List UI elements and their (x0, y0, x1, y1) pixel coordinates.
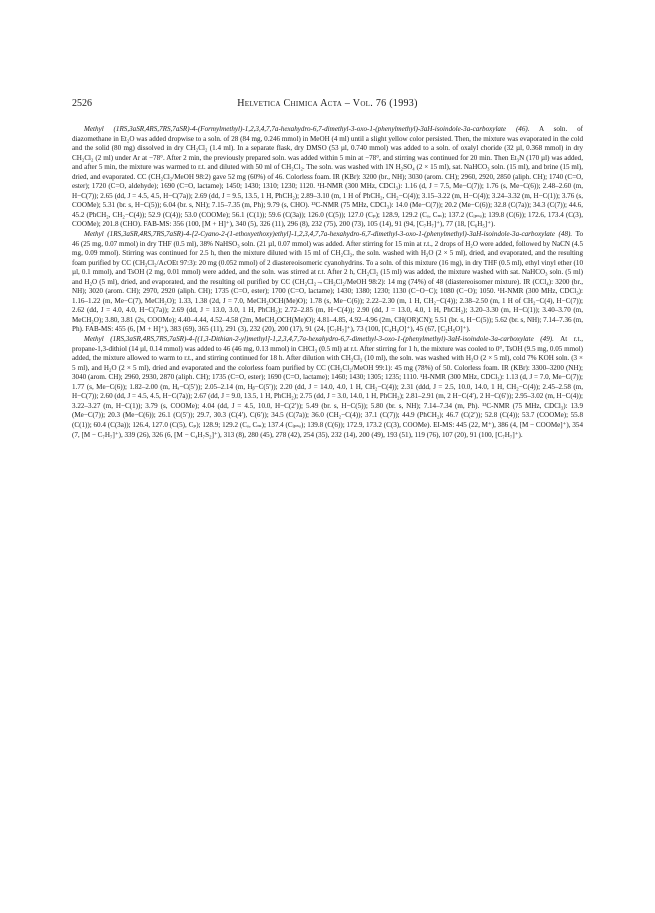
paragraph-compound-48 (72, 230, 583, 335)
procedure-text: At r.t., propane-1,3-dithiol (14 µl, 0.14 mmol) was added to 46 (46 mg, 0.13 mmol) in CHCl₃ (0.5 ml) at r.t. After stirring for 1 h, the mixture was cooled to 0°, TsOH (9.5 mg, 0.05 mmol) added, the mixture allowed to warm to r.t., and stirring continued for 18 h. After dilution with CH₂Cl₂ (10 ml), the soln. was washed with H₂O (2 × 5 ml), cold 7% KOH soln. (3 × 5 ml), and H₂O (2 × 5 ml), dried and evaporated and the colorless foam purified by CC (CH₂Cl₂/MeOH 99:1): 45 mg (78%) of 50. Colorless foam. IR (KBr): 3300–3200 (NH); 3040 (arom. CH); 2960, 2930, 2870 (aliph. CH); 1735 (C=O, ester); 1690 (C=O, lactame); 1460; 1430; 1305; 1235; 1110. ¹H-NMR (300 MHz, CDCl₃): 1.13 (d, J = 7.0, Me−C(7)); 1.77 (s, Me−C(6)); 1.82–2.00 (m, Hₐ−C(5′)); 2.05–2.14 (m, Hᵦ−C(5′)); 2.20 (dd, J = 14.0, 4.0, 1 H, CH₂−C(4)); 2.31 (ddd, J = 2.5, 10.0, 14.0, 1 H, CH₂−C(4)); 2.45–2.58 (m, H−C(7)); 2.60 (dd, J = 4.5, 4.5, H−C(7a)); 2.67 (dd, J = 9.0, 13.5, 1 H, PhCH₂); 2.75 (dd, J = 3.0, 14.0, 1 H, PhCH₂); 2.81–2.91 (m, 2 H−C(4′), 2 H−C(6′)); 2.95–3.02 (m, H−C(4)); 3.22–3.27 (m, H−C(1)); 3.79 (s, COOMe); 4.04 (dd, J = 4.5, 10.0, H−C(2′)); 5.49 (br. s, H−C(5)); 5.80 (br. s, NH); 7.14–7.34 (m, Ph). ¹³C-NMR (75 MHz, CDCl₃): 13.9 (Me−C(7)); 20.3 (Me−C(6)); 26.1 (C(5′)); 29.7, 30.3 (C(4′), C(6′)); 34.5 (C(7a)); 36.0 (CH₂−C(4)); 37.1 (C(7)); 44.9 (PhCH₂); 46.7 (C(2′)); 52.8 (C(4)); 53.7 (COOMe); 55.8 (C(1)); 60.4 (C(3a)); 126.4, 127.0 (C(5), Cₚ); 128.9; 129.2 (Cₒ, Cₘ); 137.4 (Cᵢₚₛₒ); 139.8 (C(6)); 172.9, 173.2 (C(3), COOMe). EI-MS: 445 (22, M⁺), 386 (4, [M − COOMe]⁺), 354 (7, [M − C₇H₇]⁺), 339 (26), 326 (6, [M − C₄H₇S₂]⁺), 313 (8), 280 (45), 278 (42), 254 (35), 232 (14), 200 (49), 193 (51), 119 (76), 107 (20), 91 (100, [C₇H₇]⁺). (72, 335, 583, 439)
compound-title: Methyl (1RS,3aSR,4RS,7RS,7aSR)-4-(Formylmethyl)-1,2,3,4,7,7a-hexahydro-6,7-dimethyl-3-oxo-1-(phenylmethyl)-3aH-isoindole-3a-carboxylate (46). (84, 125, 530, 133)
paragraph-compound-46 (72, 125, 583, 230)
procedure-text: To 46 (25 mg, 0.07 mmol) in dry THF (0.5 ml), 38% NaHSO₃ soln. (21 µl, 0.07 mmol) was added. After stirring for 15 min at r.t., 2 drops of H₂O were added, followed by NaCN (4.5 mg, 0.09 mmol). Stirring was continued for 2.5 h, then the mixture diluted with 15 ml of CH₂Cl₂, the soln. washed with H₂O (2 × 5 ml), dried, and evaporated, and the resulting foam purified by CC (CH₂Cl₂/AcOEt 97:3): 20 mg (0.052 mmol) of 2 diastereoisomeric cyanohydrins. To a soln. of this mixture (16 mg), in dry THF (0.5 ml), ethyl vinyl ether (10 µl, 0.1 mmol), and TsOH (2 mg, 0.01 mmol) were added, and the soln. was stirred at r.t. After 2 h, CH₂Cl₂ (15 ml) was added, the mixture washed with sat. NaHCO₃ soln. (5 ml) and H₂O (5 ml), dried, and evaporated, and the resulting oil purified by CC (CH₂Cl₂→CH₂Cl₂/MeOH 98:2): 14 mg (74%) of 48 (diastereoisomer mixture). IR (CCl₄): 3200 (br., NH); 3020 (arom. CH); 2970, 2920 (aliph. CH); 1735 (C=O, ester); 1700 (C=O, lactame); 1430; 1380; 1230; 1130 (C−O−C); 1080 (C−O); 1050. ¹H-NMR (300 MHz, CDCl₃): 1.16–1.22 (m, Me−C(7), MeCH₂O); 1.33, 1.38 (2d, J = 7.0, MeCH₂OCH(Me)O); 1.78 (s, Me−C(6)); 2.22–2.30 (m, 1 H, CH₂−C(4)); 2.38–2.50 (m, 1 H of CH₂−C(4), H−C(7)); 2.62 (dd, J = 4.0, 4.0, H−C(7a)); 2.69 (dd, J = 13.0, 3.0, 1 H, PhCH₂); 2.72–2.85 (m, H−C(4)); 2.90 (dd, J = 13.0, 4.0, 1 H, PhCH₂); 3.20–3.30 (m, H−C(1)); 3.40–3.70 (m, MeCH₂O); 3.80, 3.81 (2s, COOMe); 4.40–4.44, 4.52–4.58 (2m, MeCH₂OCH(Me)O); 4.81–4.85, 4.92–4.96 (2m, CH(OR)CN); 5.51 (br. s, H−C(5)); 5.62 (br. s, NH); 7.14–7.36 (m, Ph). FAB-MS: 455 (6, [M + H]⁺), 383 (69), 365 (11), 291 (3), 232 (20), 200 (17), 91 (24, [C₇H₇]⁺), 73 (100, [C₄H₉O]⁺), 45 (67, [C₂H₅O]⁺). (72, 230, 583, 334)
journal-title: Helvetica Chimica Acta – Vol. 76 (1993) (237, 98, 418, 109)
procedure-text: A soln. of diazomethane in Et₂O was added dropwise to a soln. of 28 (84 mg, 0.246 mmol) in MeOH (4 ml) until a slight yellow color persisted. Then, the mixture was evaporated in the cold and the solid (80 mg) dissolved in dry CH₂Cl₂ (1.4 ml). In a separate flask, dry DMSO (53 µl, 0.740 mmol) was added to a soln. of oxalyl choride (32 µl, 0.368 mmol) in dry CH₂Cl₂ (2 ml) under Ar at −78°. After 2 min, the previously prepared soln. was added within 5 min at −78°, and stirring was continued for 20 min. Then Et₃N (170 µl) was added, and after 5 min, the mixture was warmed to r.t. and diluted with 50 ml of CH₂Cl₂. The soln. was washed with 1N H₂SO₄ (2 × 15 ml), sat. NaHCO₃ soln. (15 ml), and brine (15 ml), dried, and evaporated. CC (CH₂Cl₂/MeOH 98:2) gave 52 mg (60%) of 46. Colorless foam. IR (KBr): 3200 (br., NH); 3030 (arom. CH); 2960, 2920, 2850 (aliph. CH); 1740 (C=O, ester); 1720 (C=O, aldehyde); 1690 (C=O, lactame); 1450; 1430; 1310; 1230; 1120. ¹H-NMR (300 MHz, CDCl₃): 1.16 (d, J = 7.5, Me−C(7)); 1.76 (s, Me−C(6)); 2.48–2.60 (m, H−C(7)); 2.65 (dd, J = 4.5, 4.5, H−C(7a)); 2.69 (dd, J = 9.5, 13.5, 1 H, PhCH₂); 2.89–3.10 (m, 1 H of PhCH₂, CH₂−C(4)); 3.15–3.22 (m, H−C(4)); 3.24–3.32 (m, H−C(1)); 3.76 (s, COOMe); 5.31 (br. s, H−C(5)); 6.04 (br. s, NH); 7.15–7.35 (m, Ph); 9.79 (s, CHO). ¹³C-NMR (75 MHz, CDCl₃): 14.0 (Me−C(7)); 20.2 (Me−C(6)); 32.8 (C(7a)); 34.3 (C(7)); 44.6, 45.2 (PhCH₂, CH₂−C(4)); 52.9 (C(4)); 53.0 (COOMe); 56.1 (C(1)); 59.6 (C(3a)); 126.0 (C(5)); 127.0 (Cₚ); 128.9, 129.2 (Cₒ, Cₘ); 137.2 (Cᵢₚₛₒ); 139.8 (C(6)); 172.6, 173.4 (C(3), COOMe); 201.8 (CHO). FAB-MS: 356 (100, [M + H]⁺), 340 (5), 326 (11), 296 (8), 232 (75), 200 (73), 105 (14), 91 (94, [C₇H₇]⁺), 77 (18, [C₆H₅]⁺). (72, 125, 583, 229)
compound-title: Methyl (1RS,3aSR,4RS,7RS,7aSR)-4-[(1,3-Dithian-2-yl)methyl]-1,2,3,4,7,7a-hexahydro-6,7-dimethyl-3-oxo-1-(phenylmethyl)-3aH-isoindole-3a-carboxylate (49). (84, 335, 554, 344)
compound-title: Methyl (1RS,3aSR,4RS,7RS,7aSR)-4-[2-Cyano-2-(1-ethoxyethoxy)ethyl]-1,2,3,4,7,7a-hexahydro-6,7-dimethyl-3-oxo-1-(phenylmethyl)-3aH-isoindole-3a-carboxylate (48). (84, 230, 573, 239)
page-number: 2526 (72, 98, 92, 109)
paragraph-compound-49 (72, 335, 583, 440)
running-header (72, 98, 583, 114)
experimental-text (72, 125, 583, 440)
